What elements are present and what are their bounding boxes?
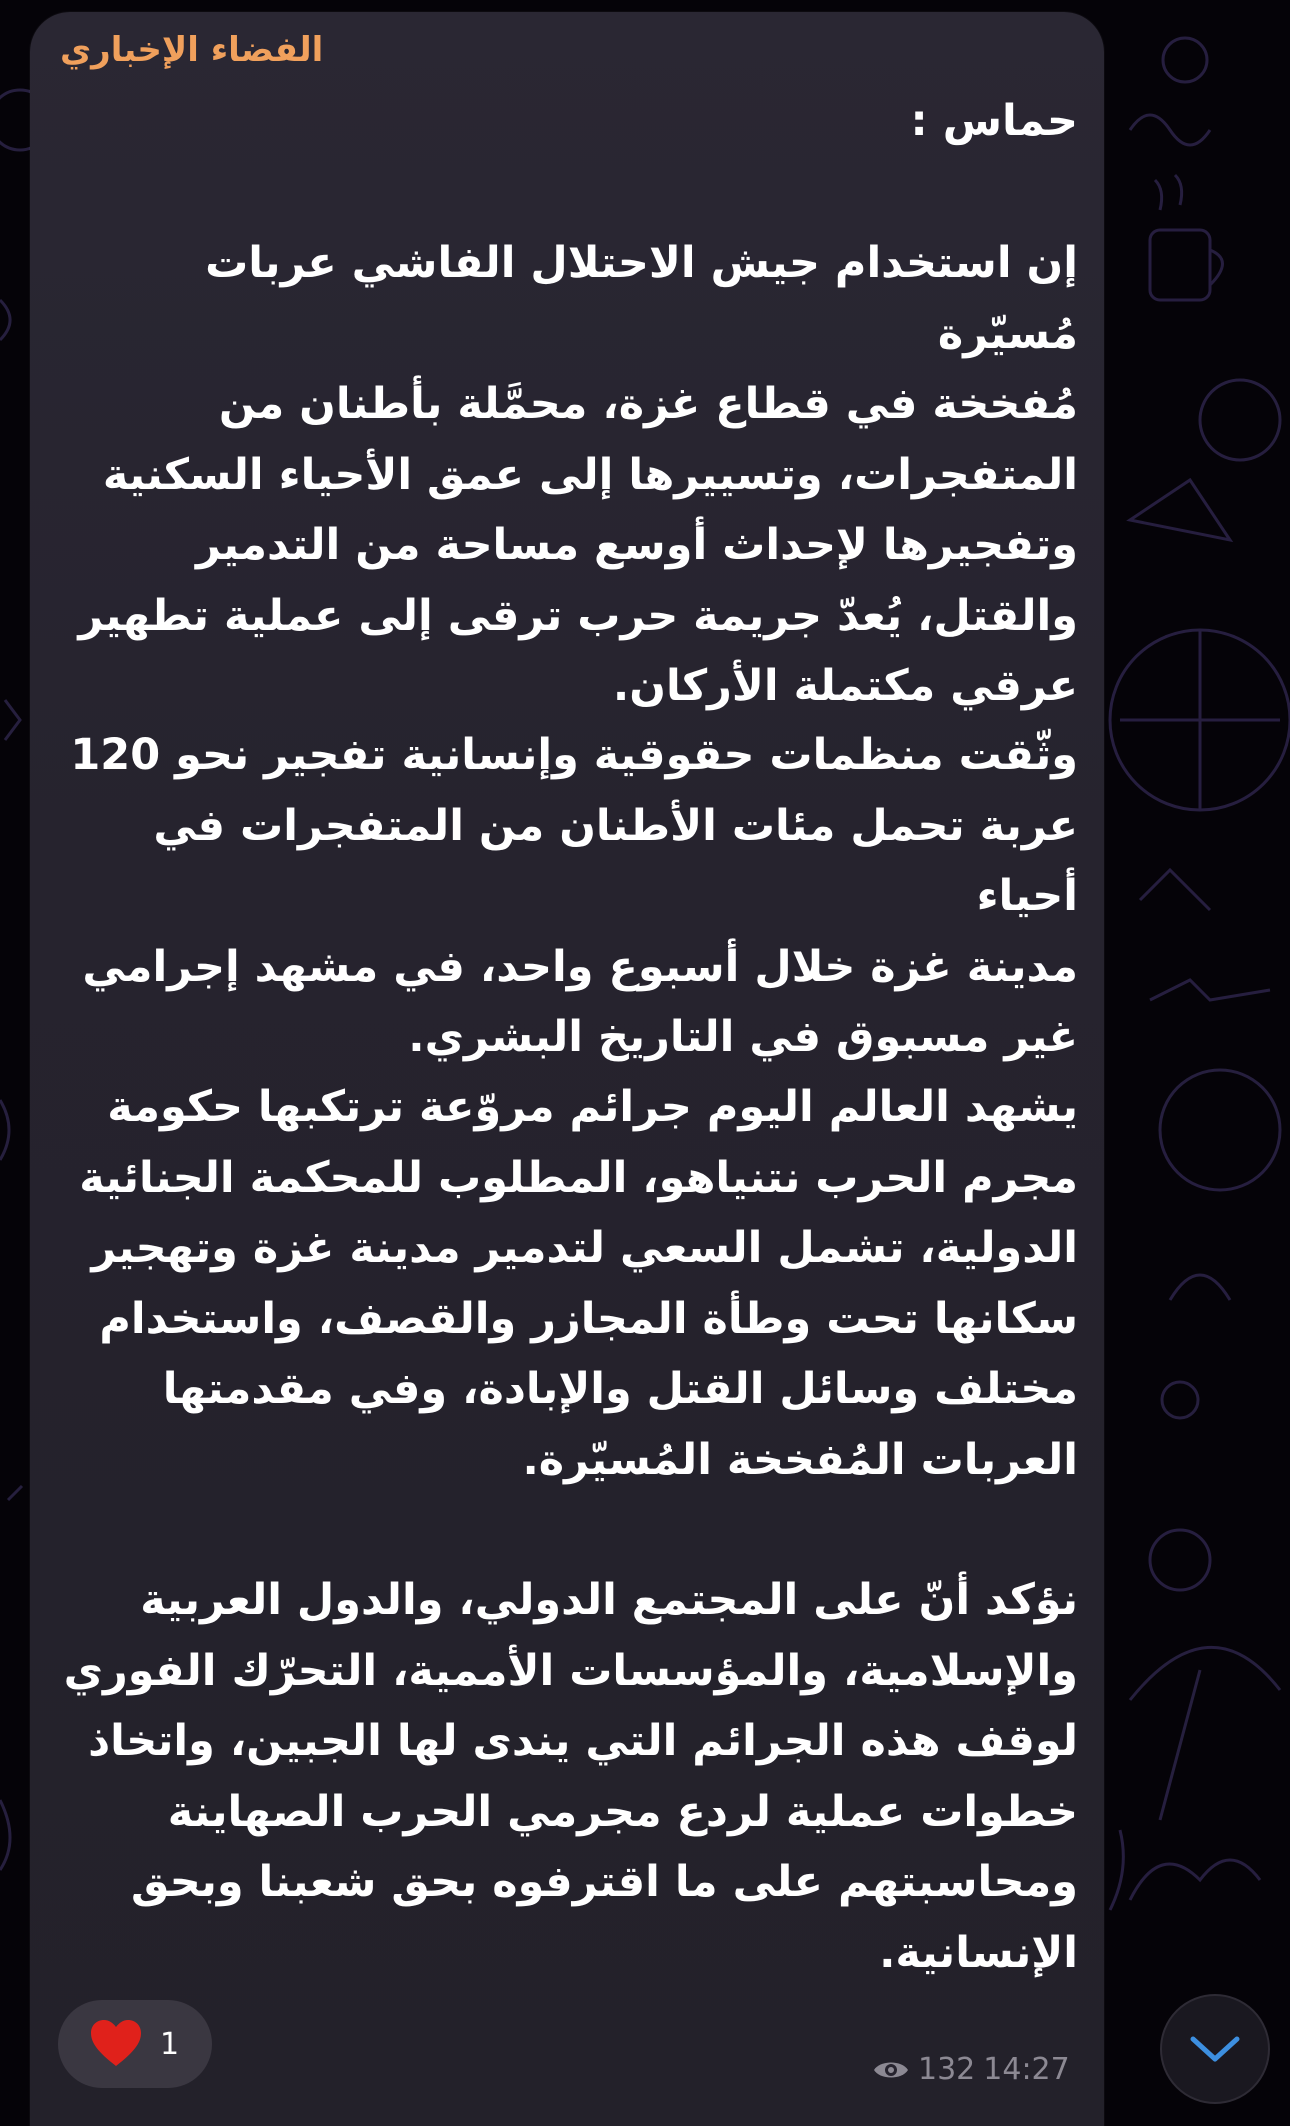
view-count: 132 <box>918 2052 976 2087</box>
post-paragraph: وثّقت منظمات حقوقية وإنسانية تفجير نحو 120 عربة تحمل مئات الأطنان من المتفجرات في أحياء مدينة غزة خلال أسبوع واحد، في مشهد إجرامي غير مسبوق في التاريخ البشري. <box>70 730 1078 1062</box>
chevron-down-icon <box>1185 2029 1245 2069</box>
message-time: 14:27 <box>983 2052 1070 2087</box>
channel-name[interactable]: الفضاء الإخباري <box>60 30 324 70</box>
post-paragraph: يشهد العالم اليوم جرائم مروّعة ترتكبها حكومة مجرم الحرب نتنياهو، المطلوب للمحكمة الجنائية الدولية، تشمل السعي لتدمير مدينة غزة وتهجير سكانها تحت وطأة المجازر والقصف، واستخدام مختلف وسائل القتل والإبادة، وفي مقدمتها العربات المُفخخة المُسيّرة. <box>79 1082 1078 1485</box>
scroll-to-bottom-button[interactable] <box>1160 1994 1270 2104</box>
post-paragraph: نؤكد أنّ على المجتمع الدولي، والدول العربية والإسلامية، والمؤسسات الأممية، التحرّك الفوري لوقف هذه الجرائم التي يندى لها الجبين، واتخاذ خطوات عملية لردع مجرمي الحرب الصهاينة ومحاسبتهم على ما اقترفوه بحق شعبنا وبحق الإنسانية. <box>63 1575 1078 1978</box>
heart-icon <box>88 2016 144 2072</box>
reaction-count: 1 <box>160 2026 180 2062</box>
post-paragraph: إن استخدام جيش الاحتلال الفاشي عربات مُسيّرة مُفخخة في قطاع غزة، محمَّلة بأطنان من المتفجرات، وتسييرها إلى عمق الأحياء السكنية وتفجيرها لإحداث أوسع مساحة من التدمير والقتل، يُعدّ جريمة حرب ترقى إلى عملية تطهير عرقي مكتملة الأركان. <box>78 238 1078 711</box>
post-title: حماس : <box>910 96 1078 146</box>
heart-reaction-button[interactable] <box>58 2000 212 2088</box>
message-meta <box>872 2052 1070 2087</box>
eye-icon <box>872 2057 910 2083</box>
